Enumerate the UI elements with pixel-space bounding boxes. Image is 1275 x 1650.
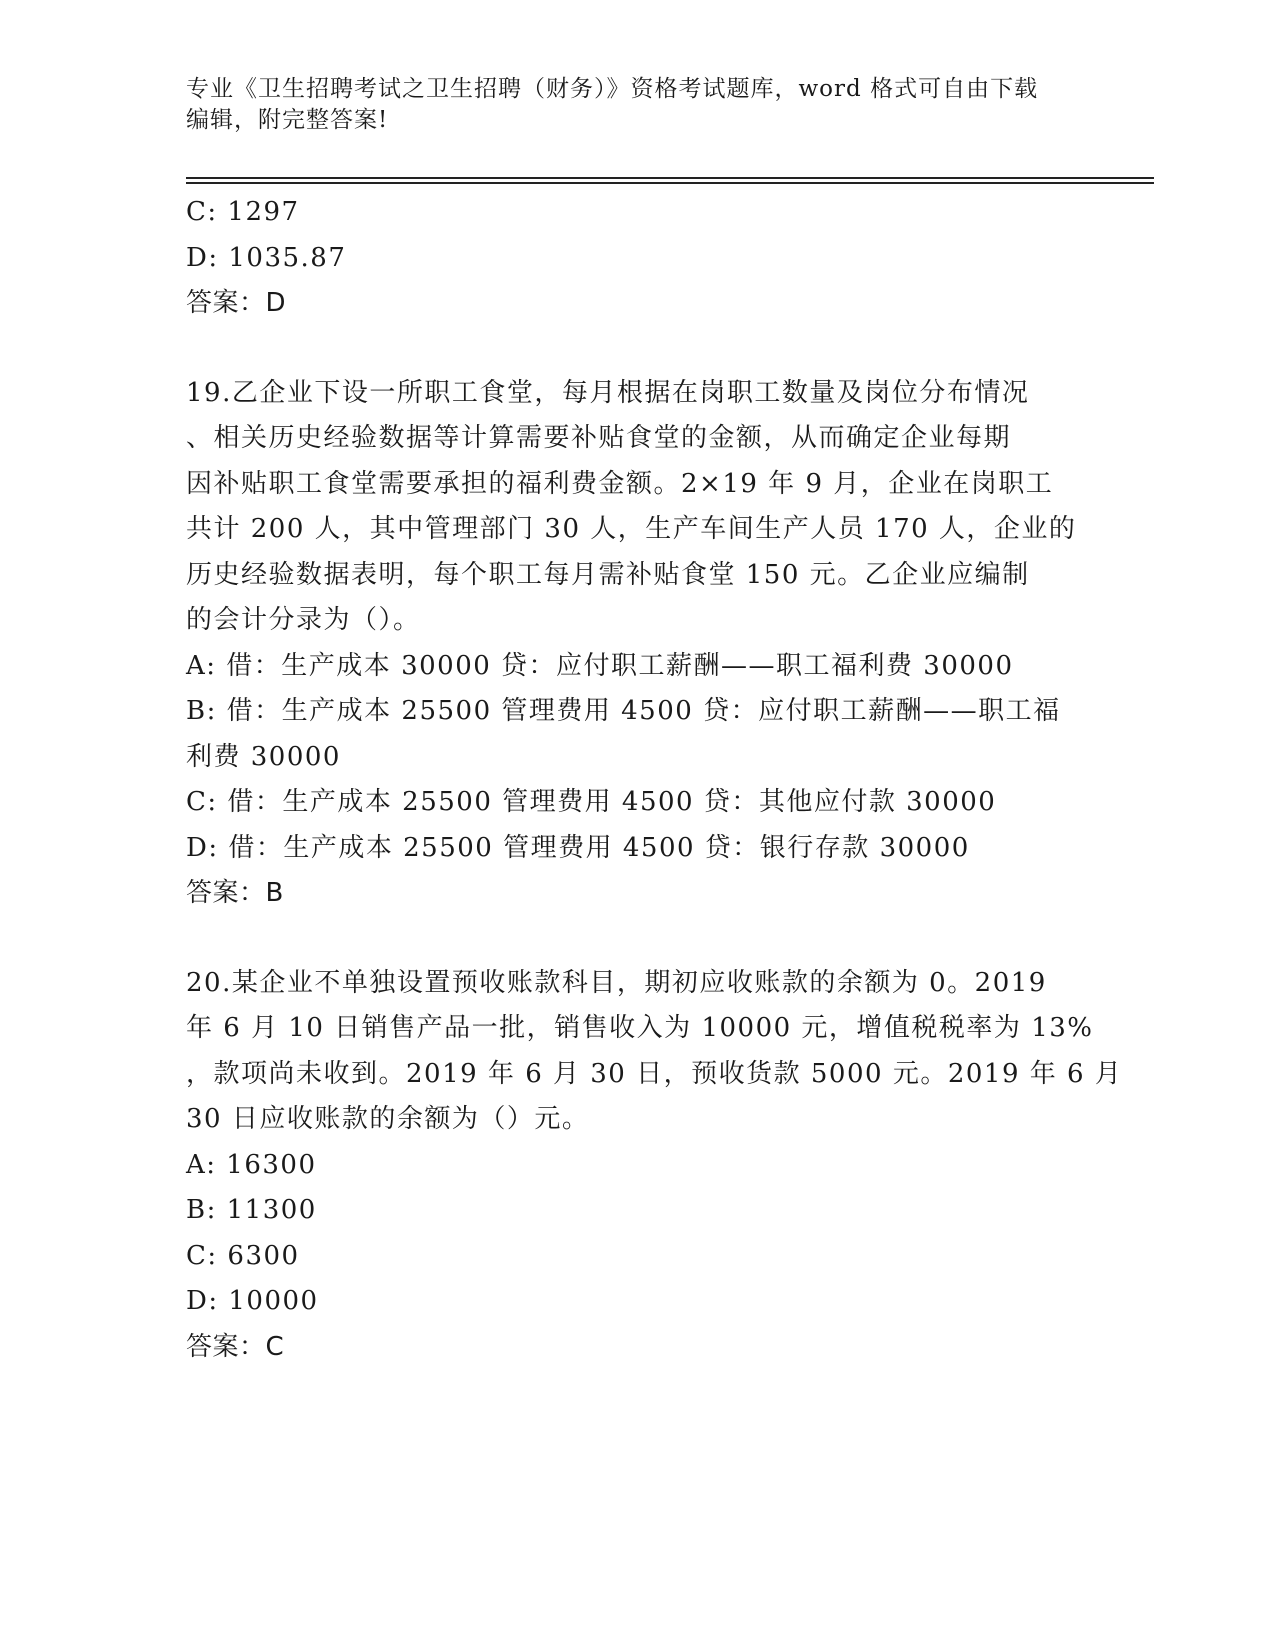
option-b: B: 11300 [186, 1195, 317, 1225]
spacer [186, 917, 1086, 961]
answer-line: 答案：D [186, 288, 287, 318]
question-stem-line: 、相关历史经验数据等计算需要补贴食堂的金额，从而确定企业每期 [186, 423, 1012, 453]
option-b-continued: 利费 30000 [186, 741, 341, 772]
question-stem-line: 的会计分录为（）。 [186, 605, 421, 635]
spacer [186, 327, 1086, 371]
question-stem-line: 历史经验数据表明，每个职工每月需补贴食堂 150 元。乙企业应编制 [186, 559, 1030, 590]
question-stem-line: ，款项尚未收到。2019 年 6 月 30 日，预收货款 5000 元。2019 年 6 月 [186, 1058, 1123, 1089]
option-c: C: 6300 [186, 1240, 300, 1271]
option-b: B: 借：生产成本 25500 管理费用 4500 贷：应付职工薪酬——职工福 [186, 696, 1061, 726]
question-19 [186, 371, 1086, 917]
previous-question-tail [186, 190, 1086, 327]
document-header [186, 74, 1066, 136]
option-d: D: 10000 [186, 1286, 319, 1316]
question-stem-line: 因补贴职工食堂需要承担的福利费金额。2×19 年 9 月，企业在岗职工 [186, 468, 1054, 499]
document-body [186, 190, 1123, 1370]
question-stem-line: 共计 200 人，其中管理部门 30 人，生产车间生产人员 170 人，企业的 [186, 514, 1077, 544]
option-a: A: 16300 [186, 1149, 317, 1180]
option-d: D: 1035.87 [186, 242, 347, 273]
answer-line: 答案：B [186, 878, 284, 908]
header-divider-top [186, 177, 1154, 179]
header-line-2: 编辑，附完整答案! [186, 107, 389, 133]
question-stem-line: 年 6 月 10 日销售产品一批，销售收入为 10000 元，增值税税率为 13% [186, 1013, 1094, 1043]
question-20 [186, 961, 1123, 1371]
header-divider-bottom [186, 182, 1154, 184]
option-c: C: 借：生产成本 25500 管理费用 4500 贷：其他应付款 30000 [186, 787, 997, 817]
option-c: C: 1297 [186, 197, 300, 227]
question-stem-line: 19.乙企业下设一所职工食堂，每月根据在岗职工数量及岗位分布情况 [186, 377, 1030, 408]
question-stem-line: 20.某企业不单独设置预收账款科目，期初应收账款的余额为 0。2019 [186, 967, 1047, 998]
option-d: D: 借：生产成本 25500 管理费用 4500 贷：银行存款 30000 [186, 832, 970, 863]
question-stem-line: 30 日应收账款的余额为（）元。 [186, 1104, 590, 1134]
option-a: A: 借：生产成本 30000 贷：应付职工薪酬——职工福利费 30000 [186, 650, 1014, 681]
header-line-1: 专业《卫生招聘考试之卫生招聘（财务）》资格考试题库，word 格式可自由下载 [186, 76, 1039, 102]
answer-line: 答案：C [186, 1331, 285, 1362]
